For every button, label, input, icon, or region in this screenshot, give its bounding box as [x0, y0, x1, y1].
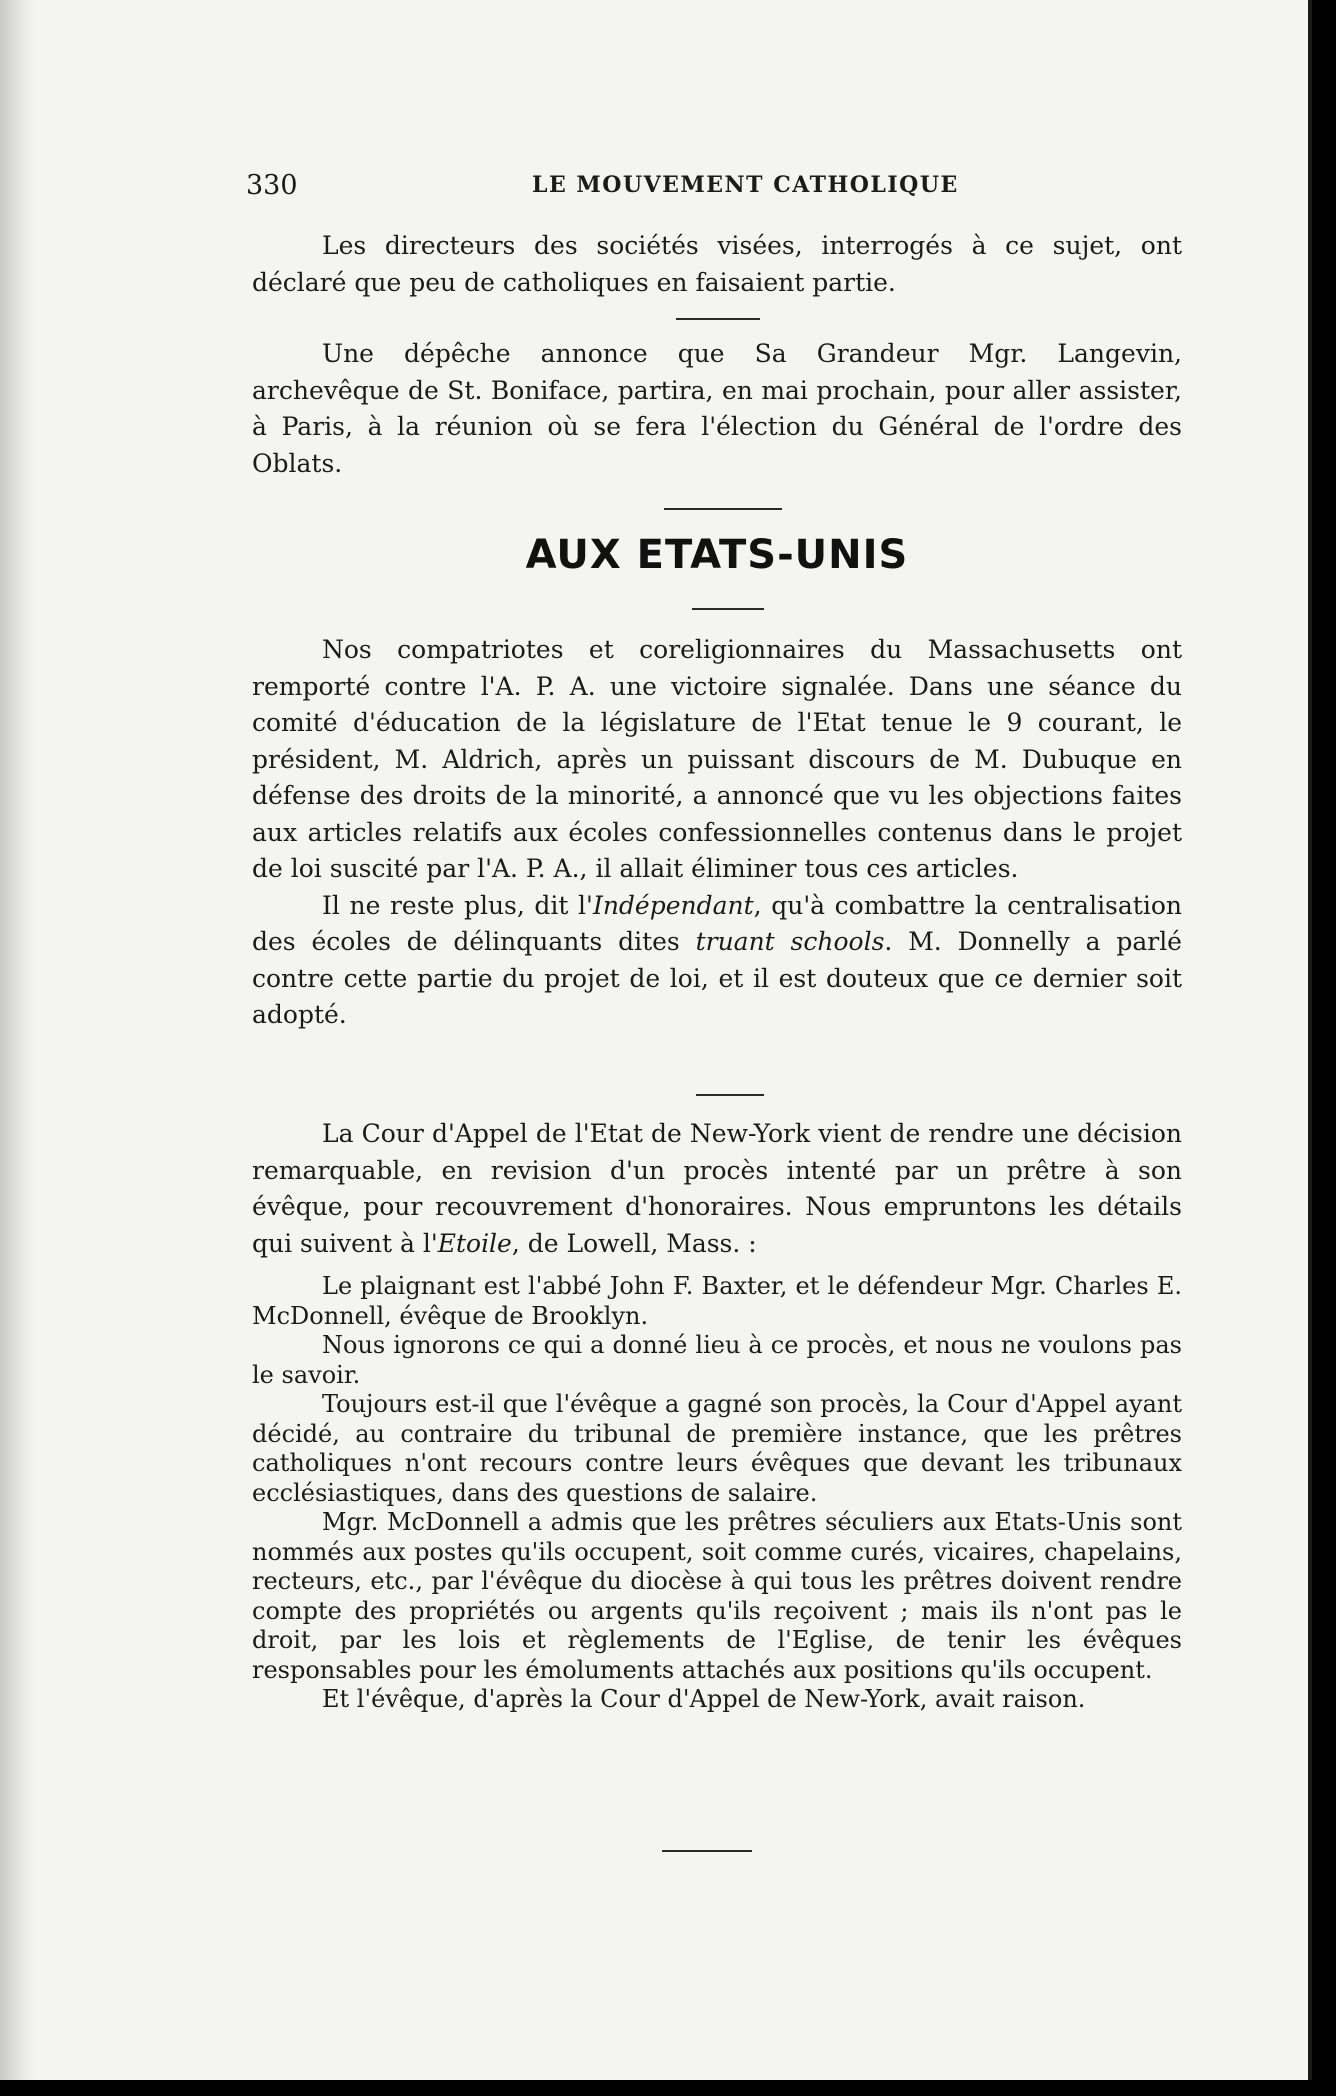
paragraph [252, 888, 1182, 1034]
journal-title: LE MOUVEMENT CATHOLIQUE [532, 172, 959, 198]
journal-name: Etoile [437, 1228, 512, 1258]
intro-paragraph-1 [252, 228, 1182, 301]
paragraph: Toujours est-il que l'évêque a gagné son procès, la Cour d'Appel ayant décidé, au contraire du tribunal de première instance, que les prêtres catholiques n'ont recours contre leurs évêques que devant les tribunaux ecclésiastiques, dans des questions de salaire. [252, 1390, 1182, 1507]
text-run: Il ne reste plus, dit l' [322, 890, 593, 920]
paragraph: Le plaignant est l'abbé John F. Baxter, et le défendeur Mgr. Charles E. McDonnell, évêque de Brooklyn. [252, 1272, 1182, 1330]
text-run: , de Lowell, Mass. : [511, 1228, 757, 1258]
paragraph: Nous ignorons ce qui a donné lieu à ce procès, et nous ne voulons pas le savoir. [252, 1331, 1182, 1389]
intro-paragraph-2 [252, 336, 1182, 482]
section-heading: AUX ETATS-UNIS [525, 532, 909, 578]
journal-name: Indépendant [592, 890, 754, 920]
new-york-article [252, 1116, 1182, 1262]
section-divider [664, 508, 782, 510]
page-number: 330 [246, 170, 298, 201]
text-run: , qu'à combattre la centralisation des écoles de délinquants dites [252, 890, 1182, 956]
paragraph: Une dépêche annonce que Sa Grandeur Mgr. Langevin, archevêque de St. Boniface, partira, en mai prochain, pour aller assister, à Paris, à la réunion où se fera l'élection du Général de l'ordre des Oblats. [252, 339, 1182, 478]
text-run: . M. Donnelly a parlé contre cette partie du projet de loi, et il est douteux que ce dernier soit adopté. [252, 927, 1182, 1029]
foreign-term: truant schools [695, 927, 885, 956]
paragraph: Les directeurs des sociétés visées, interrogés à ce sujet, ont déclaré que peu de catholiques en faisaient partie. [252, 231, 1182, 297]
page-gutter-shadow [0, 0, 36, 2080]
section-divider [662, 1850, 752, 1852]
paragraph: Mgr. McDonnell a admis que les prêtres séculiers aux Etats-Unis sont nommés aux postes qu'ils occupent, soit comme curés, vicaires, chapelains, recteurs, etc., par l'évêque du diocèse à qui tous les prêtres doivent rendre compte des propriétés ou argents qu'ils reçoivent ; mais ils n'ont pas le droit, par les lois et règlements de l'Eglise, de tenir les évêques responsables pour les émoluments attachés aux positions qu'ils occupent. [252, 1508, 1182, 1684]
quoted-report [252, 1272, 1182, 1715]
text-run: La Cour d'Appel de l'Etat de New-York vient de rendre une décision remarquable, en revision d'un procès intenté par un prêtre à son évêque, pour recouvrement d'honoraires. Nous empruntons les détails qui suivent à l' [252, 1119, 1182, 1258]
paragraph: Nos compatriotes et coreligionnaires du Massachusetts ont remporté contre l'A. P. A. une victoire signalée. Dans une séance du comité d'éducation de la législature de l'Etat tenue le 9 courant, le président, M. Aldrich, après un puissant discours de M. Dubuque en défense des droits de la minorité, a annoncé que vu les objections faites aux articles relatifs aux écoles confessionnelles contenus dans le projet de loi suscité par l'A. P. A., il allait éliminer tous ces articles. [252, 635, 1182, 883]
section-divider [676, 318, 760, 320]
paragraph: Et l'évêque, d'après la Cour d'Appel de New-York, avait raison. [322, 1685, 1086, 1713]
paragraph [252, 1116, 1182, 1262]
massachusetts-article [252, 632, 1182, 1034]
section-divider [696, 1094, 764, 1096]
section-divider [692, 608, 764, 610]
running-head [246, 170, 1186, 206]
